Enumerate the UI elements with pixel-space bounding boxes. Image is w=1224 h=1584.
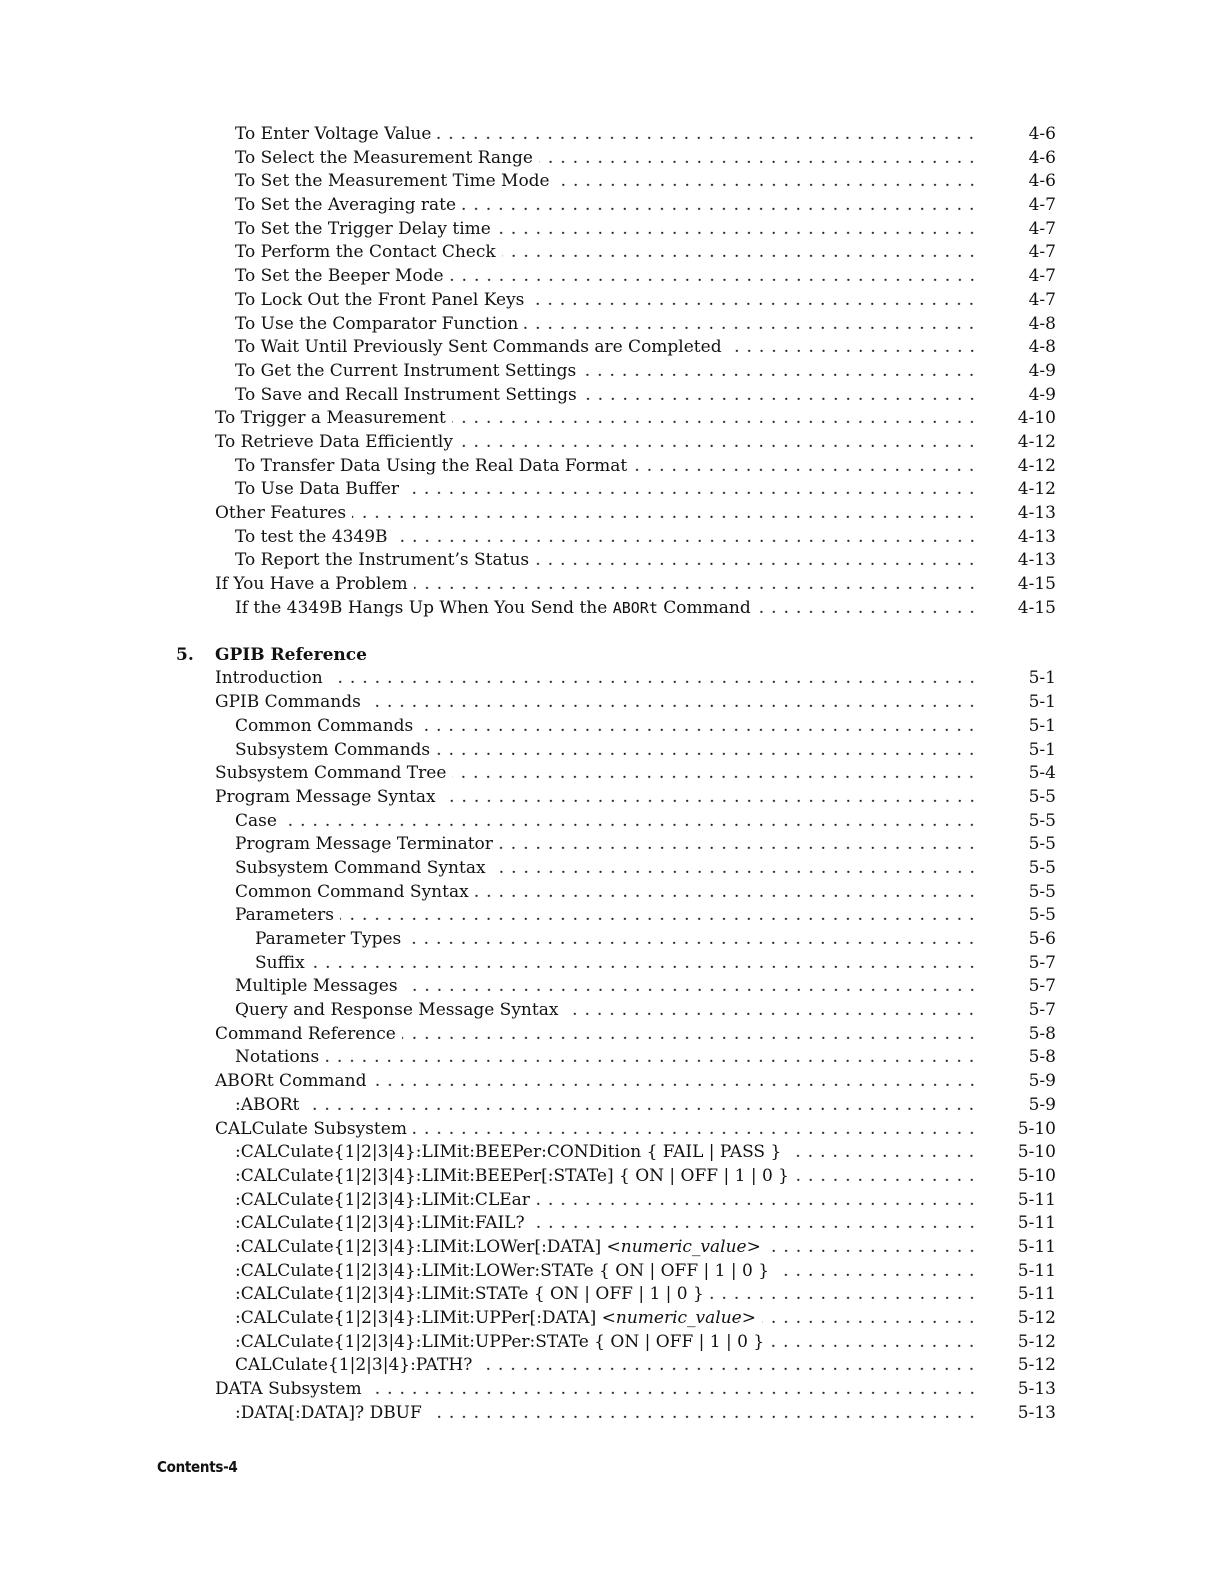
dot-leader — [795, 1165, 978, 1189]
dot-leader — [459, 431, 978, 455]
toc-page-number: 5-7 — [1028, 952, 1056, 973]
toc-page-number: 4-8 — [1028, 313, 1056, 334]
toc-entry-label: To Use the Comparator Function — [235, 313, 519, 334]
toc-entry-label: CALCulate Subsystem — [215, 1118, 407, 1139]
dot-leader — [452, 407, 978, 431]
dot-leader — [564, 999, 978, 1023]
dot-leader — [450, 265, 978, 289]
toc-page-number: 5-1 — [1028, 739, 1056, 760]
toc-page-number: 4-10 — [1017, 408, 1056, 429]
toc-page-number: 4-7 — [1028, 289, 1056, 310]
toc-entry-label: Multiple Messages — [235, 976, 398, 997]
toc-entry-label: To Retrieve Data Efficiently — [215, 431, 453, 452]
dot-leader — [767, 1236, 978, 1260]
toc-entry-label: To Save and Recall Instrument Settings — [235, 384, 577, 405]
toc-entry[interactable] — [176, 265, 1056, 289]
toc-entry-label: CALCulate{1|2|3|4}:PATH? — [235, 1355, 473, 1376]
toc-entry[interactable] — [176, 147, 1056, 171]
toc-entry-label: :CALCulate{1|2|3|4}:LIMit:STATe { ON | OFF | 1 | 0 } — [235, 1284, 704, 1305]
dot-leader — [524, 313, 978, 337]
dot-leader — [497, 218, 978, 242]
toc-page-number: 4-15 — [1017, 574, 1056, 595]
toc-entry-label: To Wait Until Previously Sent Commands are Completed — [235, 337, 722, 358]
dot-leader — [373, 1070, 978, 1094]
toc-entry[interactable] — [176, 218, 1056, 242]
toc-page-number: 5-4 — [1028, 763, 1056, 784]
toc-entry[interactable] — [176, 573, 1056, 597]
toc-entry-label: Parameters — [235, 905, 334, 926]
toc-entry-label: Query and Response Message Syntax — [235, 1000, 559, 1021]
toc-entry-label-text: :CALCulate{1|2|3|4}:LIMit:LOWer[:DATA] — [235, 1236, 607, 1257]
toc-page-number: 5-5 — [1028, 786, 1056, 807]
toc-page-number: 4-7 — [1028, 218, 1056, 239]
dot-leader — [710, 1283, 978, 1307]
toc-entry[interactable] — [176, 170, 1056, 194]
toc-entry-code: ABORt — [612, 598, 658, 617]
toc-entry[interactable] — [176, 455, 1056, 479]
toc-page-number: 5-9 — [1028, 1071, 1056, 1092]
toc-entry-label: To Trigger a Measurement — [215, 408, 446, 429]
toc-entry-label: :CALCulate{1|2|3|4}:LIMit:FAIL? — [235, 1213, 525, 1234]
toc-entry-label: To Set the Averaging rate — [235, 195, 457, 216]
dot-leader — [499, 833, 978, 857]
toc-entry[interactable] — [176, 975, 1056, 999]
toc-entry-label: To Select the Measurement Range — [235, 147, 533, 168]
toc-entry[interactable] — [176, 833, 1056, 857]
dot-leader — [535, 549, 978, 573]
chapter-title: GPIB Reference — [215, 645, 367, 666]
dot-leader — [340, 904, 978, 928]
toc-entry[interactable] — [176, 904, 1056, 928]
toc-page-number: 5-11 — [1017, 1260, 1056, 1281]
toc-entry[interactable] — [176, 1023, 1056, 1047]
toc-page-number: 4-12 — [1017, 479, 1056, 500]
toc-entry-label: To test the 4349B — [235, 526, 388, 547]
toc-page-number: 4-6 — [1028, 147, 1056, 168]
toc-entry-label: To Use Data Buffer — [235, 479, 400, 500]
toc-entry[interactable] — [176, 194, 1056, 218]
toc-entry[interactable] — [176, 1378, 1056, 1402]
toc-entry[interactable] — [176, 478, 1056, 502]
toc-continued-section — [176, 123, 1056, 620]
toc-entry[interactable] — [176, 857, 1056, 881]
toc-entry[interactable] — [176, 1283, 1056, 1307]
dot-leader — [775, 1260, 978, 1284]
toc-entry[interactable] — [176, 241, 1056, 265]
toc-entry-label: To Set the Trigger Delay time — [235, 218, 491, 239]
toc-entry-label: Suffix — [255, 952, 305, 973]
dot-leader — [536, 1189, 978, 1213]
toc-page-number: 5-5 — [1028, 881, 1056, 902]
toc-page-number: 4-6 — [1028, 124, 1056, 144]
dot-leader — [462, 194, 978, 218]
toc-chapter-section — [176, 667, 1056, 1425]
toc-entry[interactable] — [176, 1331, 1056, 1355]
dot-leader — [436, 739, 978, 763]
toc-entry-label: :ABORt — [235, 1094, 300, 1115]
toc-entry[interactable] — [176, 526, 1056, 550]
dot-leader — [502, 241, 978, 265]
dot-leader — [414, 573, 978, 597]
toc-entry-param: <numeric_value> — [606, 1236, 761, 1257]
toc-entry[interactable] — [176, 1141, 1056, 1165]
toc-page-number: 5-13 — [1017, 1402, 1056, 1423]
toc-entry-label: Common Command Syntax — [235, 881, 469, 902]
dot-leader — [757, 597, 978, 621]
toc-entry[interactable] — [176, 1118, 1056, 1142]
dot-leader — [325, 1046, 978, 1070]
toc-entry-label-text: :CALCulate{1|2|3|4}:LIMit:UPPer[:DATA] — [235, 1308, 602, 1328]
toc-entry-label: To Set the Measurement Time Mode — [235, 171, 550, 192]
dot-leader — [329, 667, 978, 691]
dot-leader — [478, 1354, 978, 1378]
toc-entry-label: To Perform the Contact Check — [235, 242, 496, 263]
toc-entry[interactable] — [176, 384, 1056, 408]
toc-entry[interactable] — [176, 407, 1056, 431]
dot-leader — [452, 762, 978, 786]
toc-entry[interactable] — [176, 597, 1056, 621]
toc-entry-label-text: If the 4349B Hangs Up When You Send the — [235, 597, 613, 618]
toc-page-number: 5-7 — [1028, 976, 1056, 997]
toc-entry-label: To Set the Beeper Mode — [235, 266, 444, 287]
toc-entry[interactable] — [176, 1212, 1056, 1236]
toc-page-number: 5-11 — [1017, 1189, 1056, 1210]
dot-leader — [352, 502, 978, 526]
toc-page-number: 5-7 — [1028, 1000, 1056, 1021]
toc-entry-label: :DATA[:DATA]? DBUF — [235, 1402, 422, 1423]
toc-entry-label: :CALCulate{1|2|3|4}:LIMit:BEEPer:CONDition { FAIL | PASS } — [235, 1142, 782, 1163]
toc-entry[interactable] — [176, 715, 1056, 739]
toc-page-number: 4-13 — [1017, 526, 1056, 547]
dot-leader — [531, 1212, 978, 1236]
toc-entry[interactable] — [176, 810, 1056, 834]
toc-entry-label — [235, 597, 757, 621]
toc-page-number: 4-7 — [1028, 266, 1056, 287]
toc-page-number: 5-12 — [1017, 1308, 1056, 1328]
dot-leader — [530, 289, 978, 313]
dot-leader — [770, 1331, 978, 1355]
toc-entry[interactable] — [176, 1070, 1056, 1094]
table-of-contents — [176, 123, 1056, 1425]
toc-page-number: 5-10 — [1017, 1142, 1056, 1163]
toc-page-number: 5-5 — [1028, 857, 1056, 878]
toc-entry-label: Common Commands — [235, 715, 414, 736]
toc-entry[interactable] — [176, 667, 1056, 691]
toc-entry-label: ABORt Command — [215, 1071, 367, 1092]
dot-leader — [367, 691, 978, 715]
toc-page-number: 5-12 — [1017, 1331, 1056, 1352]
dot-leader — [437, 123, 978, 147]
toc-entry-label: Introduction — [215, 668, 323, 689]
toc-entry[interactable] — [176, 1354, 1056, 1378]
toc-entry[interactable] — [176, 549, 1056, 573]
dot-leader — [442, 786, 978, 810]
toc-entry[interactable] — [176, 762, 1056, 786]
toc-entry[interactable] — [176, 1307, 1056, 1331]
dot-leader — [556, 170, 978, 194]
dot-leader — [413, 1118, 978, 1142]
toc-entry[interactable] — [176, 786, 1056, 810]
toc-page-number: 5-1 — [1028, 692, 1056, 713]
dot-leader — [582, 360, 978, 384]
toc-entry-param: <numeric_value> — [601, 1308, 756, 1328]
dot-leader — [419, 715, 978, 739]
toc-entry-label: To Enter Voltage Value — [235, 124, 432, 144]
toc-entry-label: If You Have a Problem — [215, 574, 408, 595]
toc-page-number: 4-7 — [1028, 242, 1056, 263]
toc-page-number: 5-11 — [1017, 1213, 1056, 1234]
toc-page-number: 5-8 — [1028, 1047, 1056, 1068]
toc-entry[interactable] — [176, 1236, 1056, 1260]
toc-entry[interactable] — [176, 1046, 1056, 1070]
toc-page-number: 4-12 — [1017, 431, 1056, 452]
chapter-number: 5. — [176, 645, 194, 666]
toc-entry-label: DATA Subsystem — [215, 1379, 362, 1400]
toc-entry[interactable] — [176, 881, 1056, 905]
toc-entry[interactable] — [176, 313, 1056, 337]
toc-page-number: 4-6 — [1028, 171, 1056, 192]
toc-entry-label: To Get the Current Instrument Settings — [235, 360, 577, 381]
toc-page-number: 5-11 — [1017, 1284, 1056, 1305]
toc-page-number: 5-1 — [1028, 715, 1056, 736]
toc-entry-label: Parameter Types — [255, 929, 402, 949]
toc-entry[interactable] — [176, 1402, 1056, 1426]
dot-leader — [305, 1094, 978, 1118]
dot-leader — [762, 1307, 978, 1331]
toc-entry[interactable] — [176, 1094, 1056, 1118]
dot-leader — [539, 147, 978, 171]
toc-entry-label: Subsystem Commands — [235, 739, 431, 760]
toc-page-number: 5-1 — [1028, 668, 1056, 689]
toc-entry[interactable] — [176, 289, 1056, 313]
toc-entry-label: :CALCulate{1|2|3|4}:LIMit:CLEar — [235, 1189, 530, 1210]
toc-entry[interactable] — [176, 928, 1056, 952]
toc-entry-label: Notations — [235, 1047, 320, 1068]
dot-leader — [368, 1378, 978, 1402]
toc-entry-label: To Lock Out the Front Panel Keys — [235, 289, 525, 310]
toc-page-number: 5-10 — [1017, 1118, 1056, 1139]
dot-leader — [728, 336, 978, 360]
toc-page-number: 5-6 — [1028, 929, 1056, 949]
toc-entry[interactable] — [176, 502, 1056, 526]
dot-leader — [583, 384, 978, 408]
toc-entry[interactable] — [176, 360, 1056, 384]
toc-page-number: 5-11 — [1017, 1236, 1056, 1257]
chapter-heading — [176, 643, 1056, 667]
toc-page-number: 5-9 — [1028, 1094, 1056, 1115]
toc-page-number: 4-12 — [1017, 455, 1056, 476]
toc-page-number: 4-9 — [1028, 360, 1056, 381]
toc-entry-label: To Report the Instrument’s Status — [235, 550, 530, 571]
toc-page-number: 5-8 — [1028, 1023, 1056, 1044]
toc-page-number: 4-9 — [1028, 384, 1056, 405]
toc-entry-label: Command Reference — [215, 1023, 396, 1044]
toc-entry[interactable] — [176, 999, 1056, 1023]
dot-leader — [633, 455, 978, 479]
dot-leader — [405, 478, 978, 502]
toc-page-number: 4-13 — [1017, 503, 1056, 523]
toc-entry[interactable] — [176, 739, 1056, 763]
dot-leader — [475, 881, 978, 905]
dot-leader — [283, 810, 978, 834]
toc-entry-label: Program Message Terminator — [235, 834, 493, 855]
toc-entry-label: Other Features — [215, 503, 347, 523]
toc-entry[interactable] — [176, 1260, 1056, 1284]
toc-entry[interactable] — [176, 691, 1056, 715]
page-footer: Contents-4 — [157, 1458, 238, 1476]
dot-leader — [311, 952, 978, 976]
toc-page-number: 5-10 — [1017, 1165, 1056, 1186]
toc-entry-label: Subsystem Command Tree — [215, 763, 447, 784]
toc-entry[interactable] — [176, 431, 1056, 455]
toc-entry[interactable] — [176, 336, 1056, 360]
toc-entry-label: :CALCulate{1|2|3|4}:LIMit:UPPer:STATe { ON | OFF | 1 | 0 } — [235, 1331, 765, 1352]
toc-page-number: 5-12 — [1017, 1355, 1056, 1376]
toc-page-number: 4-8 — [1028, 337, 1056, 358]
dot-leader — [787, 1141, 978, 1165]
toc-entry-label: GPIB Commands — [215, 692, 361, 713]
toc-entry[interactable] — [176, 1189, 1056, 1213]
dot-leader — [407, 928, 978, 952]
toc-page-number: 5-13 — [1017, 1379, 1056, 1400]
toc-entry-label: :CALCulate{1|2|3|4}:LIMit:BEEPer[:STATe] { ON | OFF | 1 | 0 } — [235, 1165, 790, 1186]
toc-entry-label: Program Message Syntax — [215, 786, 436, 807]
dot-leader — [492, 857, 978, 881]
toc-entry-label — [235, 1236, 767, 1260]
toc-entry-label: To Transfer Data Using the Real Data Format — [235, 455, 628, 476]
toc-page-number: 4-15 — [1017, 597, 1056, 618]
toc-page-number: 4-13 — [1017, 550, 1056, 571]
toc-entry-label: :CALCulate{1|2|3|4}:LIMit:LOWer:STATe { ON | OFF | 1 | 0 } — [235, 1260, 770, 1281]
toc-entry[interactable] — [176, 123, 1056, 147]
dot-leader — [404, 975, 978, 999]
toc-page-number: 5-5 — [1028, 810, 1056, 831]
toc-page-number: 5-5 — [1028, 834, 1056, 855]
toc-entry[interactable] — [176, 1165, 1056, 1189]
toc-page-number: 5-5 — [1028, 905, 1056, 926]
dot-leader — [394, 526, 978, 550]
toc-page-number: 4-7 — [1028, 195, 1056, 216]
dot-leader — [402, 1023, 978, 1047]
toc-entry-label-text: Command — [657, 597, 751, 618]
toc-entry[interactable] — [176, 952, 1056, 976]
toc-entry-label: Case — [235, 810, 277, 831]
toc-entry-label — [235, 1307, 762, 1331]
dot-leader — [428, 1402, 978, 1426]
toc-entry-label: Subsystem Command Syntax — [235, 857, 486, 878]
